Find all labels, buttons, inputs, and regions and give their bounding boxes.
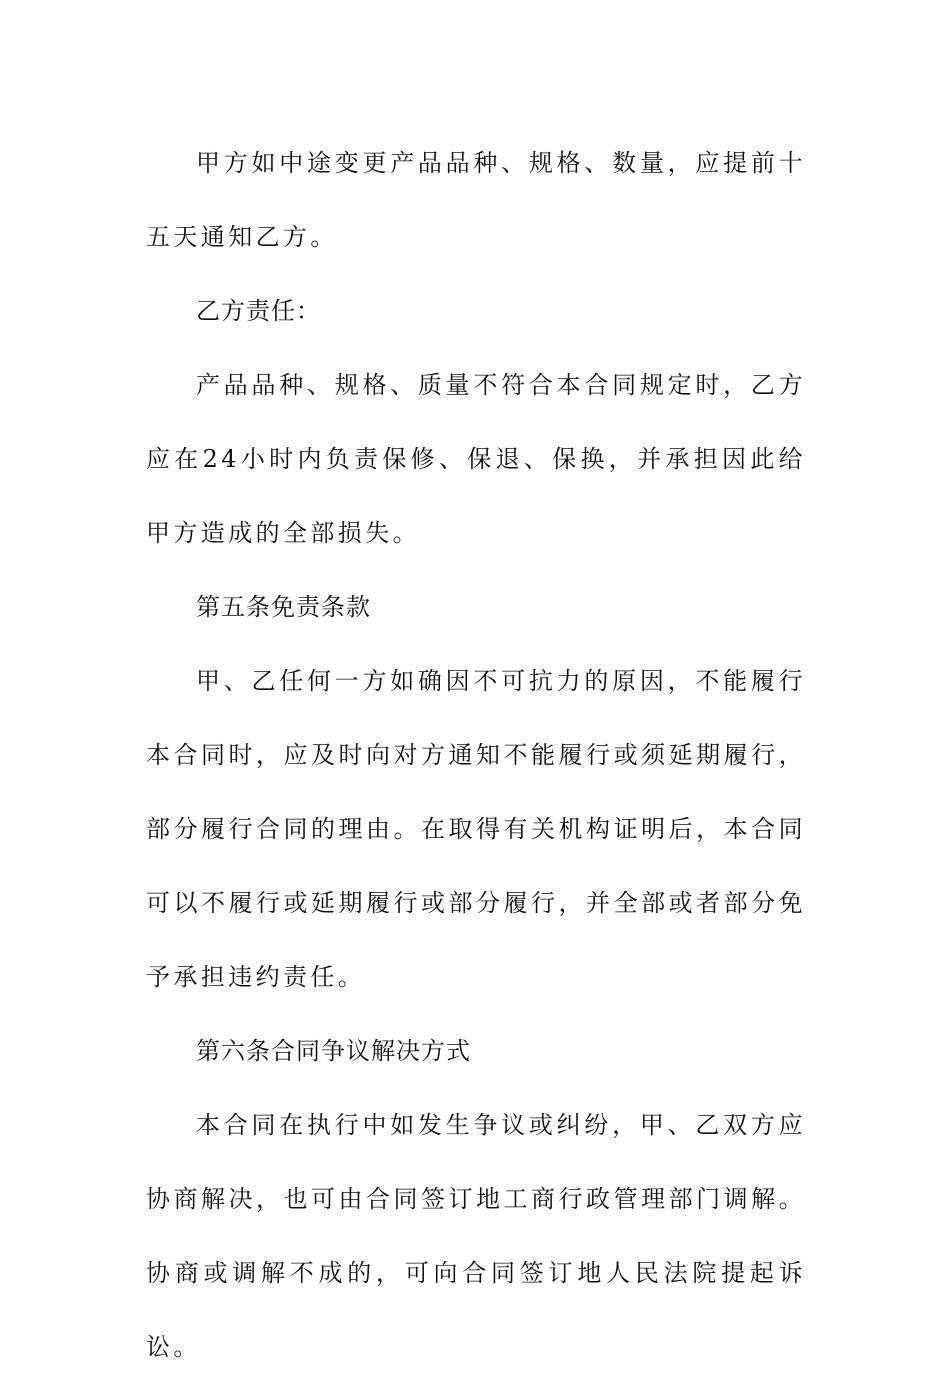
paragraph-dispute-resolution: 本合同在执行中如发生争议或纠纷，甲、乙双方应协商解决，也可由合同签订地工商行政管理部门调解。协商或调解不成的，可向合同签订地人民法院提起诉讼。	[146, 1111, 806, 1361]
heading-article-6-dispute: 第六条合同争议解决方式	[196, 1037, 471, 1065]
paragraph-force-majeure: 甲、乙任何一方如确因不可抗力的原因，不能履行本合同时，应及时向对方通知不能履行或须延期履行，部分履行合同的理由。在取得有关机构证明后，本合同可以不履行或延期履行或部分履行，并全部或者部分免予承担违约责任。	[146, 667, 806, 991]
heading-article-5-exemption: 第五条免责条款	[196, 593, 371, 621]
paragraph-notice-change: 甲方如中途变更产品品种、规格、数量，应提前十五天通知乙方。	[146, 149, 806, 251]
document-body	[146, 126, 806, 1384]
paragraph-party-b-liability: 产品品种、规格、质量不符合本合同规定时，乙方应在24小时内负责保修、保退、保换，并承担因此给甲方造成的全部损失。	[146, 371, 806, 547]
heading-party-b-responsibility: 乙方责任：	[196, 297, 321, 325]
